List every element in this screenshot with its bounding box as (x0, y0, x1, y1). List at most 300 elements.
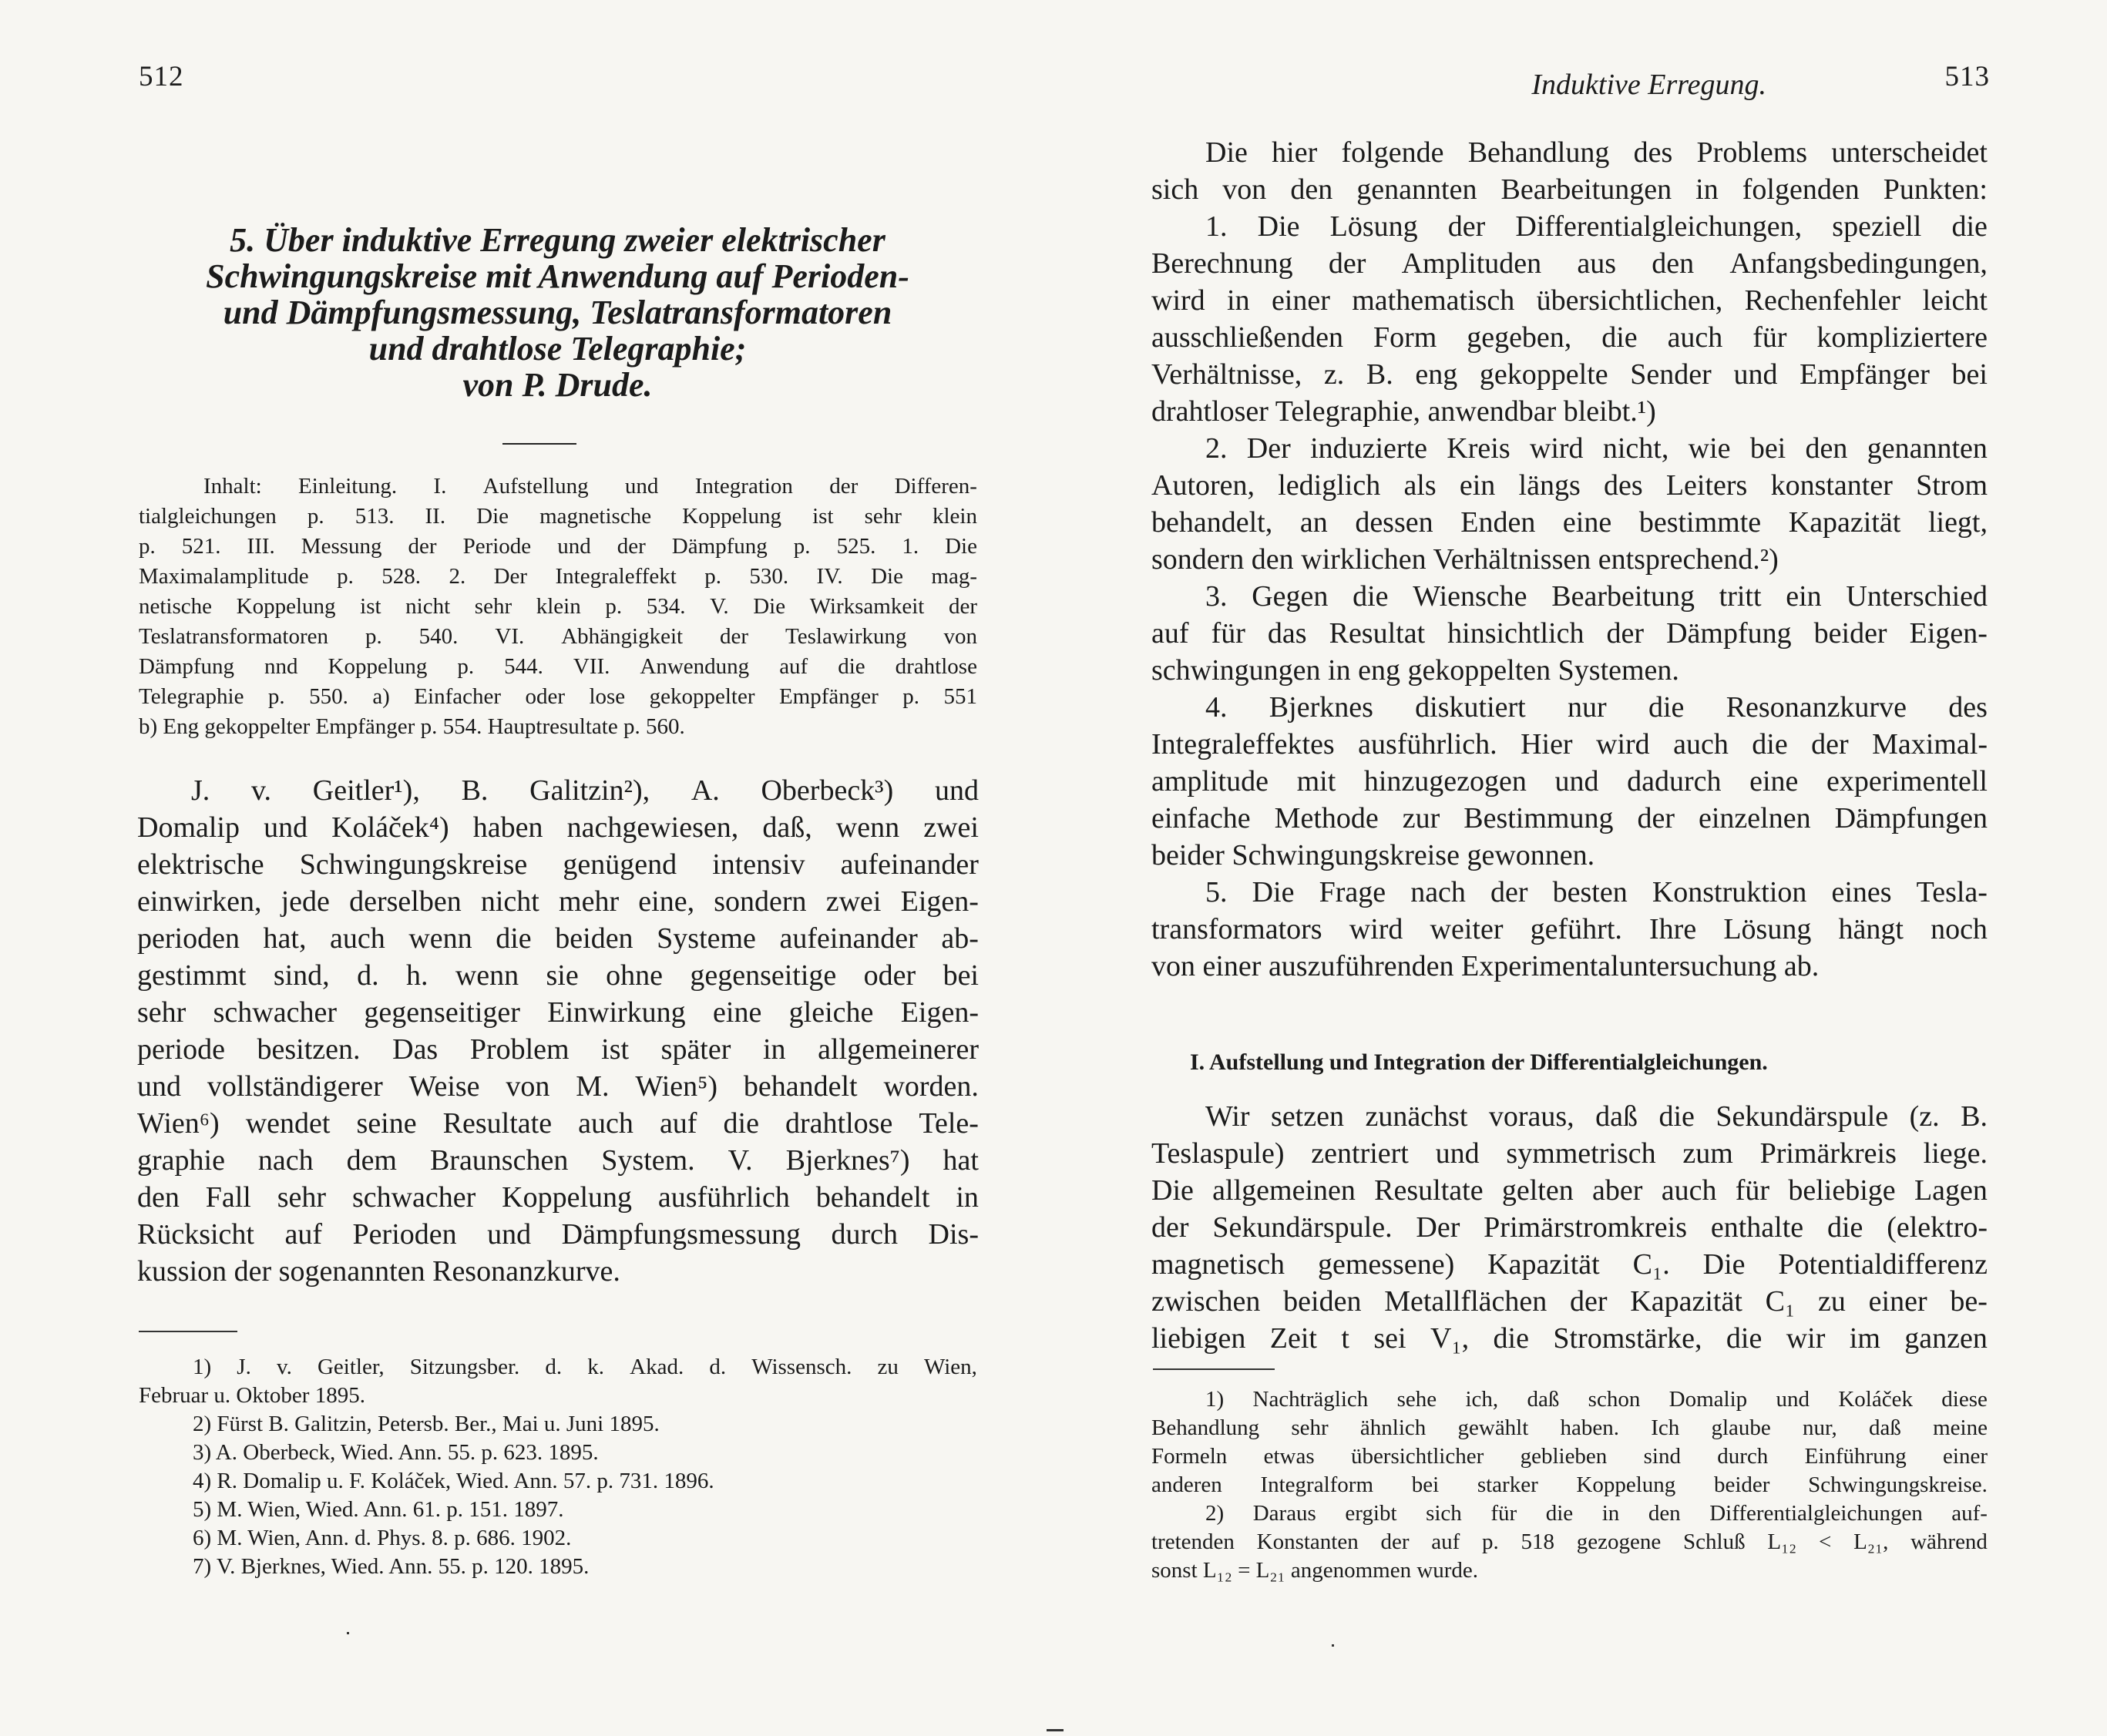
word: schon (1588, 1387, 1641, 1412)
word: sehr (137, 996, 187, 1029)
word: auch (330, 922, 385, 955)
word: die (1752, 728, 1788, 761)
word: gegenseitige (690, 959, 837, 992)
word: von (1222, 173, 1267, 206)
word: und (557, 534, 591, 559)
word: oder (525, 684, 565, 709)
word: aufeinander (840, 848, 979, 881)
word: derselben (349, 885, 462, 918)
word: ausführlich. (1358, 728, 1497, 761)
word: graphie (137, 1144, 225, 1177)
word: der (1447, 210, 1486, 243)
word: gemessene) (1317, 1248, 1455, 1281)
word: nur, (1803, 1415, 1837, 1440)
word: Koppelung (328, 654, 428, 679)
word: Dämpfung (139, 654, 235, 679)
word: der (1490, 876, 1528, 908)
word: den (137, 1181, 180, 1214)
article-title (136, 222, 980, 403)
word: Dämpfung (1666, 617, 1792, 650)
word: weiter (1430, 913, 1504, 945)
word: bei (1951, 358, 1988, 391)
word: die (1951, 210, 1988, 243)
word: daß (1527, 1387, 1560, 1412)
word: sehr (1291, 1415, 1329, 1440)
word: zentriert (1311, 1137, 1409, 1170)
word: Dämpfungsmessung (561, 1218, 801, 1251)
word: wenn (455, 959, 519, 992)
word: der (829, 474, 859, 499)
word: wird (1529, 432, 1584, 465)
word: durch (831, 1218, 899, 1251)
print-mark (347, 1632, 349, 1634)
word: (z. (1909, 1100, 1940, 1133)
word: zunächst (1365, 1100, 1468, 1133)
word: ein (1459, 469, 1496, 502)
word: Dis- (928, 1218, 979, 1251)
word: p. (793, 534, 811, 559)
word: Daraus (1252, 1501, 1316, 1526)
word: sind, (273, 959, 330, 992)
word: Das (392, 1033, 439, 1066)
title-author-line: von P. Drude. (462, 366, 653, 404)
word: hinzugezogen (1363, 765, 1527, 797)
word: sind (1643, 1444, 1681, 1469)
word: Differentialgleichungen, (1515, 210, 1803, 243)
word: 2. (1205, 432, 1228, 465)
footnote-line: 3) A. Oberbeck, Wied. Ann. 55. p. 623. 1895. (193, 1440, 599, 1465)
word: die (723, 1107, 759, 1140)
word: System. (601, 1144, 695, 1177)
word: im (1849, 1322, 1880, 1355)
word: z. (1323, 358, 1345, 391)
word: eine (1562, 506, 1612, 539)
body-line (1151, 1246, 1988, 1283)
word: geblieben (1520, 1444, 1608, 1469)
word: Die (871, 564, 903, 589)
word: 540. (418, 624, 459, 649)
contents-line (139, 502, 977, 532)
word: dadurch (1627, 765, 1722, 797)
word: Wien⁶) (137, 1107, 220, 1140)
word: 525. (836, 534, 876, 559)
word: 1. (902, 534, 919, 559)
word: Wiensche (1413, 580, 1527, 613)
word: von (943, 624, 977, 649)
word: ist (812, 504, 834, 529)
body-line: sondern den wirklichen Verhältnissen entsprechend.²) (1151, 543, 1779, 576)
word: allgemeinen (1212, 1174, 1356, 1207)
word: Perioden (352, 1218, 457, 1251)
word: Resultate (442, 1107, 553, 1140)
word: Kapazität (1788, 506, 1901, 539)
word: Hier (1521, 728, 1573, 761)
word: Koppelung (236, 594, 336, 619)
contents-line (139, 682, 977, 712)
word: die (496, 922, 532, 955)
word: schwacher (351, 1181, 476, 1214)
word: auch (1667, 321, 1723, 354)
word: Die (476, 504, 509, 529)
word: sondern (714, 885, 807, 918)
body-text-left (137, 772, 979, 1290)
word: Periode (462, 534, 532, 559)
word: der (1811, 728, 1849, 761)
word: Die (1151, 1174, 1194, 1207)
word: voraus, (1488, 1100, 1574, 1133)
body-line (137, 883, 979, 920)
word: wendet (245, 1107, 331, 1140)
word: Koppelung (682, 504, 782, 529)
word: Dämpfung (671, 534, 768, 559)
word: der (1380, 1529, 1410, 1554)
body-line (137, 1105, 979, 1142)
word: in (1695, 173, 1719, 206)
word: I. (433, 474, 447, 499)
word: liebigen (1151, 1322, 1246, 1355)
word: beliebige (1788, 1174, 1896, 1207)
word: V. (710, 594, 729, 619)
word: für (1752, 321, 1787, 354)
word: Inhalt: (203, 474, 262, 499)
word: und (1554, 765, 1599, 797)
word: ohne (606, 959, 663, 992)
word: Ich (1651, 1415, 1680, 1440)
word: Oberbeck³) (761, 774, 894, 807)
word: auch (578, 1107, 633, 1140)
word: 2. (449, 564, 466, 589)
word: die (1601, 321, 1638, 354)
section-heading: I. Aufstellung und Integration der Differentialgleichungen. (1190, 1049, 1768, 1075)
body-line (137, 1031, 979, 1068)
word: einwirken, (137, 885, 262, 918)
word: Domalip (137, 811, 240, 844)
title-divider (502, 443, 576, 445)
word: aufeinander (779, 922, 918, 955)
word: und (137, 1070, 181, 1103)
word: Bjerknes⁷) (785, 1144, 910, 1177)
word: gezogene (1576, 1529, 1662, 1554)
word: II. (425, 504, 446, 529)
word: Formeln (1151, 1444, 1228, 1469)
word: mehr (559, 885, 620, 918)
word: auch (1673, 728, 1729, 761)
word: Kapazität (1487, 1248, 1600, 1281)
word: allgemeinerer (818, 1033, 979, 1066)
word: worden. (883, 1070, 979, 1103)
body-line (137, 994, 979, 1031)
body-line (1151, 763, 1988, 800)
word: tialgleichungen (139, 504, 277, 529)
word: Tele- (919, 1107, 979, 1140)
word: Systeme (657, 922, 756, 955)
word: p. (267, 684, 285, 709)
word: Abhängigkeit (561, 624, 684, 649)
word: hängt (1838, 913, 1904, 945)
word: einer (1943, 1444, 1988, 1469)
word: Primärstromkreis (1484, 1211, 1688, 1244)
word: übersichtlichen, (1536, 284, 1723, 317)
body-text-right-top (1151, 134, 1988, 985)
word: V. (728, 1144, 753, 1177)
word: 551 (943, 684, 977, 709)
body-line (1151, 1098, 1988, 1135)
word: Sekundärspule (1716, 1100, 1889, 1133)
word: für (1490, 1501, 1517, 1526)
footnote-line (1151, 1471, 1988, 1499)
word: beiden (1283, 1285, 1362, 1318)
word: wenn (835, 811, 900, 844)
word: Autoren, (1151, 469, 1255, 502)
word: später (660, 1033, 731, 1066)
word: Schwingungskreise. (1808, 1472, 1988, 1497)
word: Geitler, (317, 1355, 385, 1379)
footnote-divider (139, 1331, 237, 1332)
word: Teslatransformatoren (139, 624, 328, 649)
word: für (1735, 1174, 1770, 1207)
word: den (1648, 1501, 1681, 1526)
word: p. (139, 534, 156, 559)
contents-line (139, 622, 977, 652)
footnote-divider (1153, 1368, 1275, 1370)
word: Empfänger (778, 684, 879, 709)
footnote-line (1151, 1414, 1988, 1442)
word: in (762, 1033, 786, 1066)
word: sehr (277, 1181, 327, 1214)
word: nicht (480, 885, 539, 918)
word: Sitzungsber. (409, 1355, 520, 1379)
body-text-right-bottom (1151, 1098, 1988, 1357)
word: auch (1661, 1174, 1717, 1207)
word: diskutiert (1415, 691, 1526, 724)
word: eine (713, 996, 762, 1029)
word: sich (1426, 1501, 1462, 1526)
word: oder (863, 959, 916, 992)
footnote-line: sonst L₁₂ = L₂₁ angenommen wurde. (1151, 1558, 1479, 1583)
word: dessen (1355, 506, 1433, 539)
word: und (487, 1218, 532, 1251)
word: Konstruktion (1652, 876, 1807, 908)
word: Rücksicht (137, 1218, 254, 1251)
body-line (1151, 356, 1988, 393)
body-line (1151, 1135, 1988, 1172)
word: der (617, 534, 646, 559)
word: des (1948, 691, 1988, 724)
word: folgenden (1742, 173, 1860, 206)
body-line (137, 920, 979, 957)
word: Differen- (894, 474, 977, 499)
word: und (934, 774, 979, 807)
word: während (1910, 1529, 1988, 1554)
word: auf (1431, 1529, 1460, 1554)
word: nachgewiesen, (566, 811, 739, 844)
body-line: von einer auszuführenden Experimentaluntersuchung ab. (1151, 950, 1820, 982)
word: und (624, 474, 659, 499)
word: der (1328, 247, 1366, 280)
footnote-line: 5) M. Wien, Wied. Ann. 61. p. 151. 1897. (193, 1497, 564, 1522)
word: eine (1749, 765, 1799, 797)
word: Frage (1319, 876, 1386, 908)
word: intensiv (712, 848, 805, 881)
word: sie (546, 959, 579, 992)
word: zwischen (1151, 1285, 1261, 1318)
word: der (408, 534, 437, 559)
word: Strom (1916, 469, 1988, 502)
word: magnetische (539, 504, 652, 529)
word: beiden (555, 922, 633, 955)
word: elektrische (137, 848, 264, 881)
word: h. (405, 959, 428, 992)
word: Koláček⁴) (331, 811, 449, 844)
word: nach (257, 1144, 314, 1177)
word: Messung (301, 534, 382, 559)
word: tritt (1719, 580, 1762, 613)
body-line (1151, 689, 1988, 726)
body-line (137, 1216, 979, 1253)
body-line (1151, 578, 1988, 615)
word: beider (1713, 1472, 1770, 1497)
body-line (1151, 1320, 1988, 1357)
body-line (137, 1068, 979, 1105)
word: eng (1415, 358, 1458, 391)
word: p. (457, 654, 475, 679)
word: gleiche (788, 996, 874, 1029)
word: III. (247, 534, 275, 559)
word: eine, (638, 885, 695, 918)
word: Ihre (1649, 913, 1697, 945)
word: wie (1688, 432, 1731, 465)
word: Punkten: (1883, 173, 1988, 206)
word: und (264, 811, 308, 844)
word: mathematisch (1352, 284, 1515, 317)
word: nur (1568, 691, 1607, 724)
word: wir (1786, 1322, 1826, 1355)
footnote-line (1151, 1499, 1988, 1528)
word: amplitude (1151, 765, 1269, 797)
word: Verhältnisse, (1151, 358, 1302, 391)
word: behandelt (743, 1070, 858, 1103)
word: Nachträglich (1252, 1387, 1369, 1412)
word: setzen (1271, 1100, 1344, 1133)
word: sehr (864, 504, 902, 529)
word: Wien⁵) (635, 1070, 718, 1103)
word: Eigen- (1909, 617, 1988, 650)
contents-summary (139, 472, 977, 742)
word: die (838, 654, 865, 679)
word: besten (1552, 876, 1628, 908)
word: längs (1518, 469, 1581, 502)
word: p. (307, 504, 324, 529)
word: IV. (816, 564, 843, 589)
word: d. (357, 959, 379, 992)
word: Sender (1630, 358, 1712, 391)
footnote-line: 4) R. Domalip u. F. Koláček, Wied. Ann. 57. p. 731. 1896. (193, 1469, 714, 1493)
word: enthalte (1710, 1211, 1804, 1244)
word: wird (1151, 284, 1205, 317)
word: glaube (1711, 1415, 1771, 1440)
word: p. (1482, 1529, 1499, 1554)
word: Empfänger (1800, 358, 1930, 391)
word: 2) (1205, 1501, 1225, 1526)
word: Sekundärspule. (1212, 1211, 1393, 1244)
word: 1. (1205, 210, 1228, 243)
word: gewählt (1457, 1415, 1529, 1440)
contents-line (139, 652, 977, 682)
footnote-line: 2) Fürst B. Galitzin, Petersb. Ber., Mai u. Juni 1895. (193, 1412, 660, 1436)
word: Amplituden (1401, 247, 1542, 280)
body-line (1151, 467, 1988, 504)
word: bei (1749, 432, 1786, 465)
title-line: 5. Über induktive Erregung zweier elektrischer (230, 221, 885, 259)
word: k. (587, 1355, 605, 1379)
word: Teslaspule) (1151, 1137, 1285, 1170)
word: gekoppelter (649, 684, 755, 709)
body-line (1151, 134, 1988, 171)
word: Integraleffektes (1151, 728, 1335, 761)
word: zu (1818, 1285, 1846, 1318)
word: einfache (1151, 802, 1251, 834)
word: A. (691, 774, 720, 807)
word: be- (1950, 1285, 1988, 1318)
word: besitzen. (257, 1033, 361, 1066)
word: Die (1257, 210, 1300, 243)
word: den (1652, 247, 1695, 280)
body-line (137, 1179, 979, 1216)
word: Tesla- (1916, 876, 1988, 908)
word: Maximalamplitude (139, 564, 309, 589)
word: C₁. (1632, 1248, 1670, 1281)
body-line (1151, 430, 1988, 467)
word: genannten (1867, 432, 1988, 465)
word: sich (1151, 173, 1199, 206)
word: anderen (1151, 1472, 1222, 1497)
word: eines (1831, 876, 1892, 908)
word: die (1826, 1211, 1863, 1244)
word: das (1267, 617, 1307, 650)
word: in (1227, 284, 1250, 317)
word: geführt. (1530, 913, 1622, 945)
footnote-line: Februar u. Oktober 1895. (139, 1383, 365, 1408)
word: Dämpfungen (1834, 802, 1988, 834)
page-number-left: 512 (139, 61, 184, 92)
word: 521. (181, 534, 221, 559)
word: meine (1933, 1415, 1988, 1440)
word: p. (605, 594, 623, 619)
word: B. (1366, 358, 1393, 391)
body-line (1151, 874, 1988, 911)
word: einzelnen (1698, 802, 1811, 834)
word: des (1603, 469, 1643, 502)
word: wird (1596, 728, 1650, 761)
word: Telegraphie (139, 684, 244, 709)
word: Lösung (1723, 913, 1812, 945)
word: Lösung (1329, 210, 1418, 243)
word: behandelt (815, 1181, 930, 1214)
word: drahtlose (895, 654, 977, 679)
body-line (1151, 726, 1988, 763)
word: klein (933, 504, 977, 529)
word: Behandlung (1467, 136, 1610, 169)
word: magnetisch (1151, 1248, 1285, 1281)
print-mark (1332, 1644, 1334, 1647)
word: wird (1349, 913, 1403, 945)
word: liegt, (1927, 506, 1988, 539)
word: ähnlich (1359, 1415, 1427, 1440)
word: der (1606, 617, 1645, 650)
word: Schwingungskreise (299, 848, 528, 881)
word: haben (472, 811, 543, 844)
word: Kapazität (1630, 1285, 1742, 1318)
